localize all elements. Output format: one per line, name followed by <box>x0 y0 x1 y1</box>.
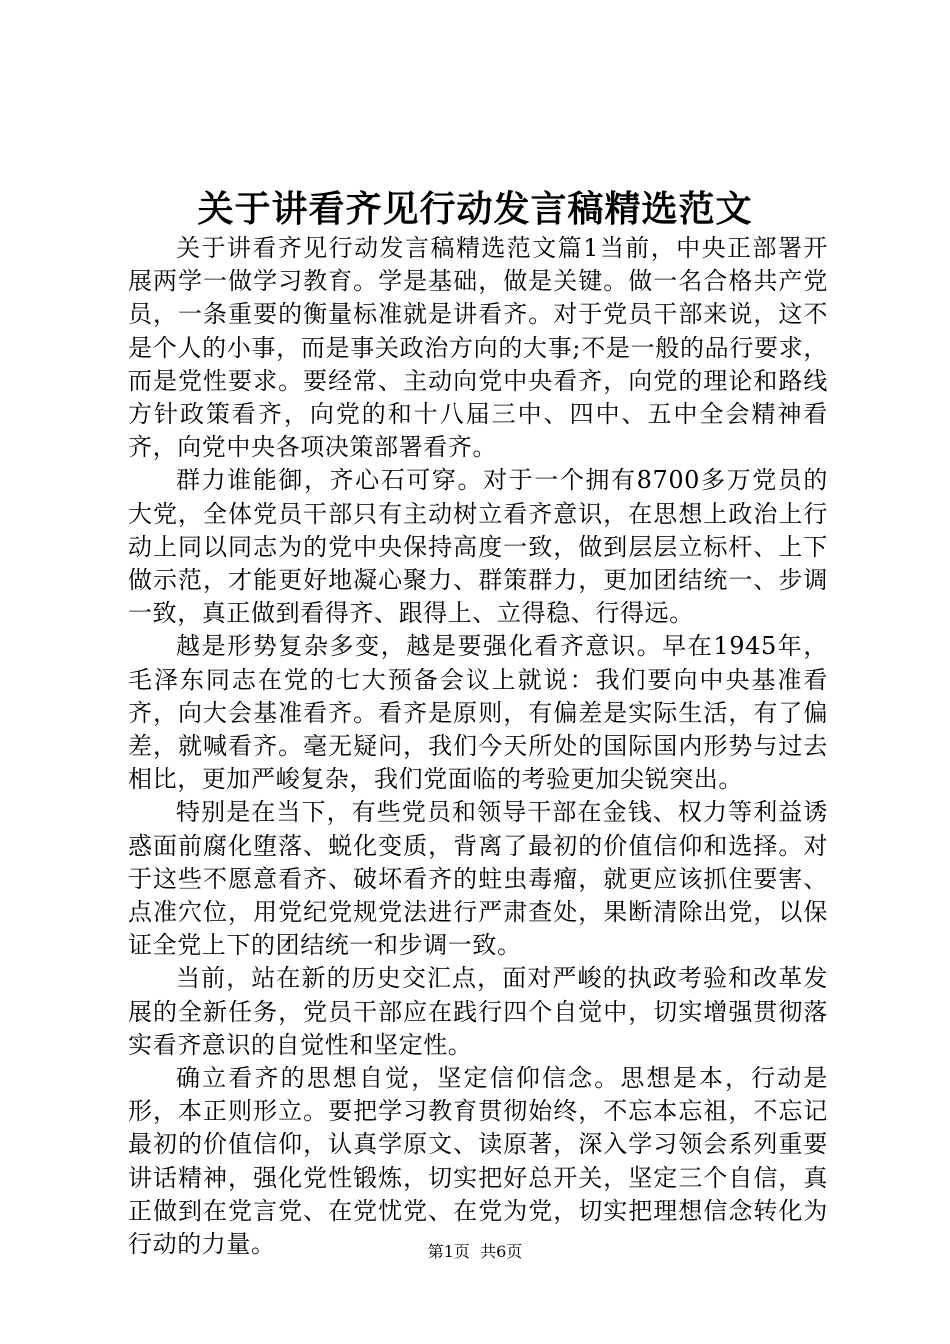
paragraph-2: 群力谁能御，齐心石可穿。对于一个拥有8700多万党员的大党，全体党员干部只有主动树立看齐意识，在思想上政治上行动上同以同志为的党中央保持高度一致，做到层层立标杆、上下做示范，才能更好地凝心聚力、群策群力，更加团结统一、步调一致，真正做到看得齐、跟得上、立得稳、行得远。 <box>128 466 828 628</box>
total-pages: 共6页 <box>480 1242 523 1261</box>
page-footer <box>0 1240 950 1264</box>
paragraph-1: 关于讲看齐见行动发言稿精选范文篇1当前，中央正部署开展两学一做学习教育。学是基础，做是关键。做一名合格共产党员，一条重要的衡量标准就是讲看齐。对于党员干部来说，这不是个人的小事，而是事关政治方向的大事;不是一般的品行要求，而是党性要求。要经常、主动向党中央看齐，向党的理论和路线方针政策看齐，向党的和十八届三中、四中、五中全会精神看齐，向党中央各项决策部署看齐。 <box>128 234 828 462</box>
paragraph-4: 特别是在当下，有些党员和领导干部在金钱、权力等利益诱惑面前腐化堕落、蜕化变质，背离了最初的价值信仰和选择。对于这些不愿意看齐、破坏看齐的蛀虫毒瘤，就更应该抓住要害、点准穴位，用党纪党规党法进行严肃查处，果断清除出党，以保证全党上下的团结统一和步调一致。 <box>128 798 828 960</box>
document-body <box>128 232 828 1261</box>
paragraph-3: 越是形势复杂多变，越是要强化看齐意识。早在1945年，毛泽东同志在党的七大预备会议上就说：我们要向中央基准看齐，向大会基准看齐。看齐是原则，有偏差是实际生活，有了偏差，就喊看齐。毫无疑问，我们今天所处的国际国内形势与过去相比，更加严峻复杂，我们党面临的考验更加尖锐突出。 <box>128 632 828 794</box>
paragraph-6: 确立看齐的思想自觉，坚定信仰信念。思想是本，行动是形，本正则形立。要把学习教育贯彻始终，不忘本忘祖，不忘记最初的价值信仰，认真学原文、读原著，深入学习领会系列重要讲话精神，强化党性锻炼，切实把好总开关，坚定三个自信，真正做到在党言党、在党忧党、在党为党，切实把理想信念转化为行动的力量。 <box>128 1064 828 1259</box>
paragraph-5: 当前，站在新的历史交汇点，面对严峻的执政考验和改革发展的全新任务，党员干部应在践行四个自觉中，切实增强贯彻落实看齐意识的自觉性和坚定性。 <box>128 964 828 1059</box>
page-number: 第1页 <box>427 1242 470 1261</box>
document-title: 关于讲看齐见行动发言稿精选范文 <box>197 188 753 230</box>
